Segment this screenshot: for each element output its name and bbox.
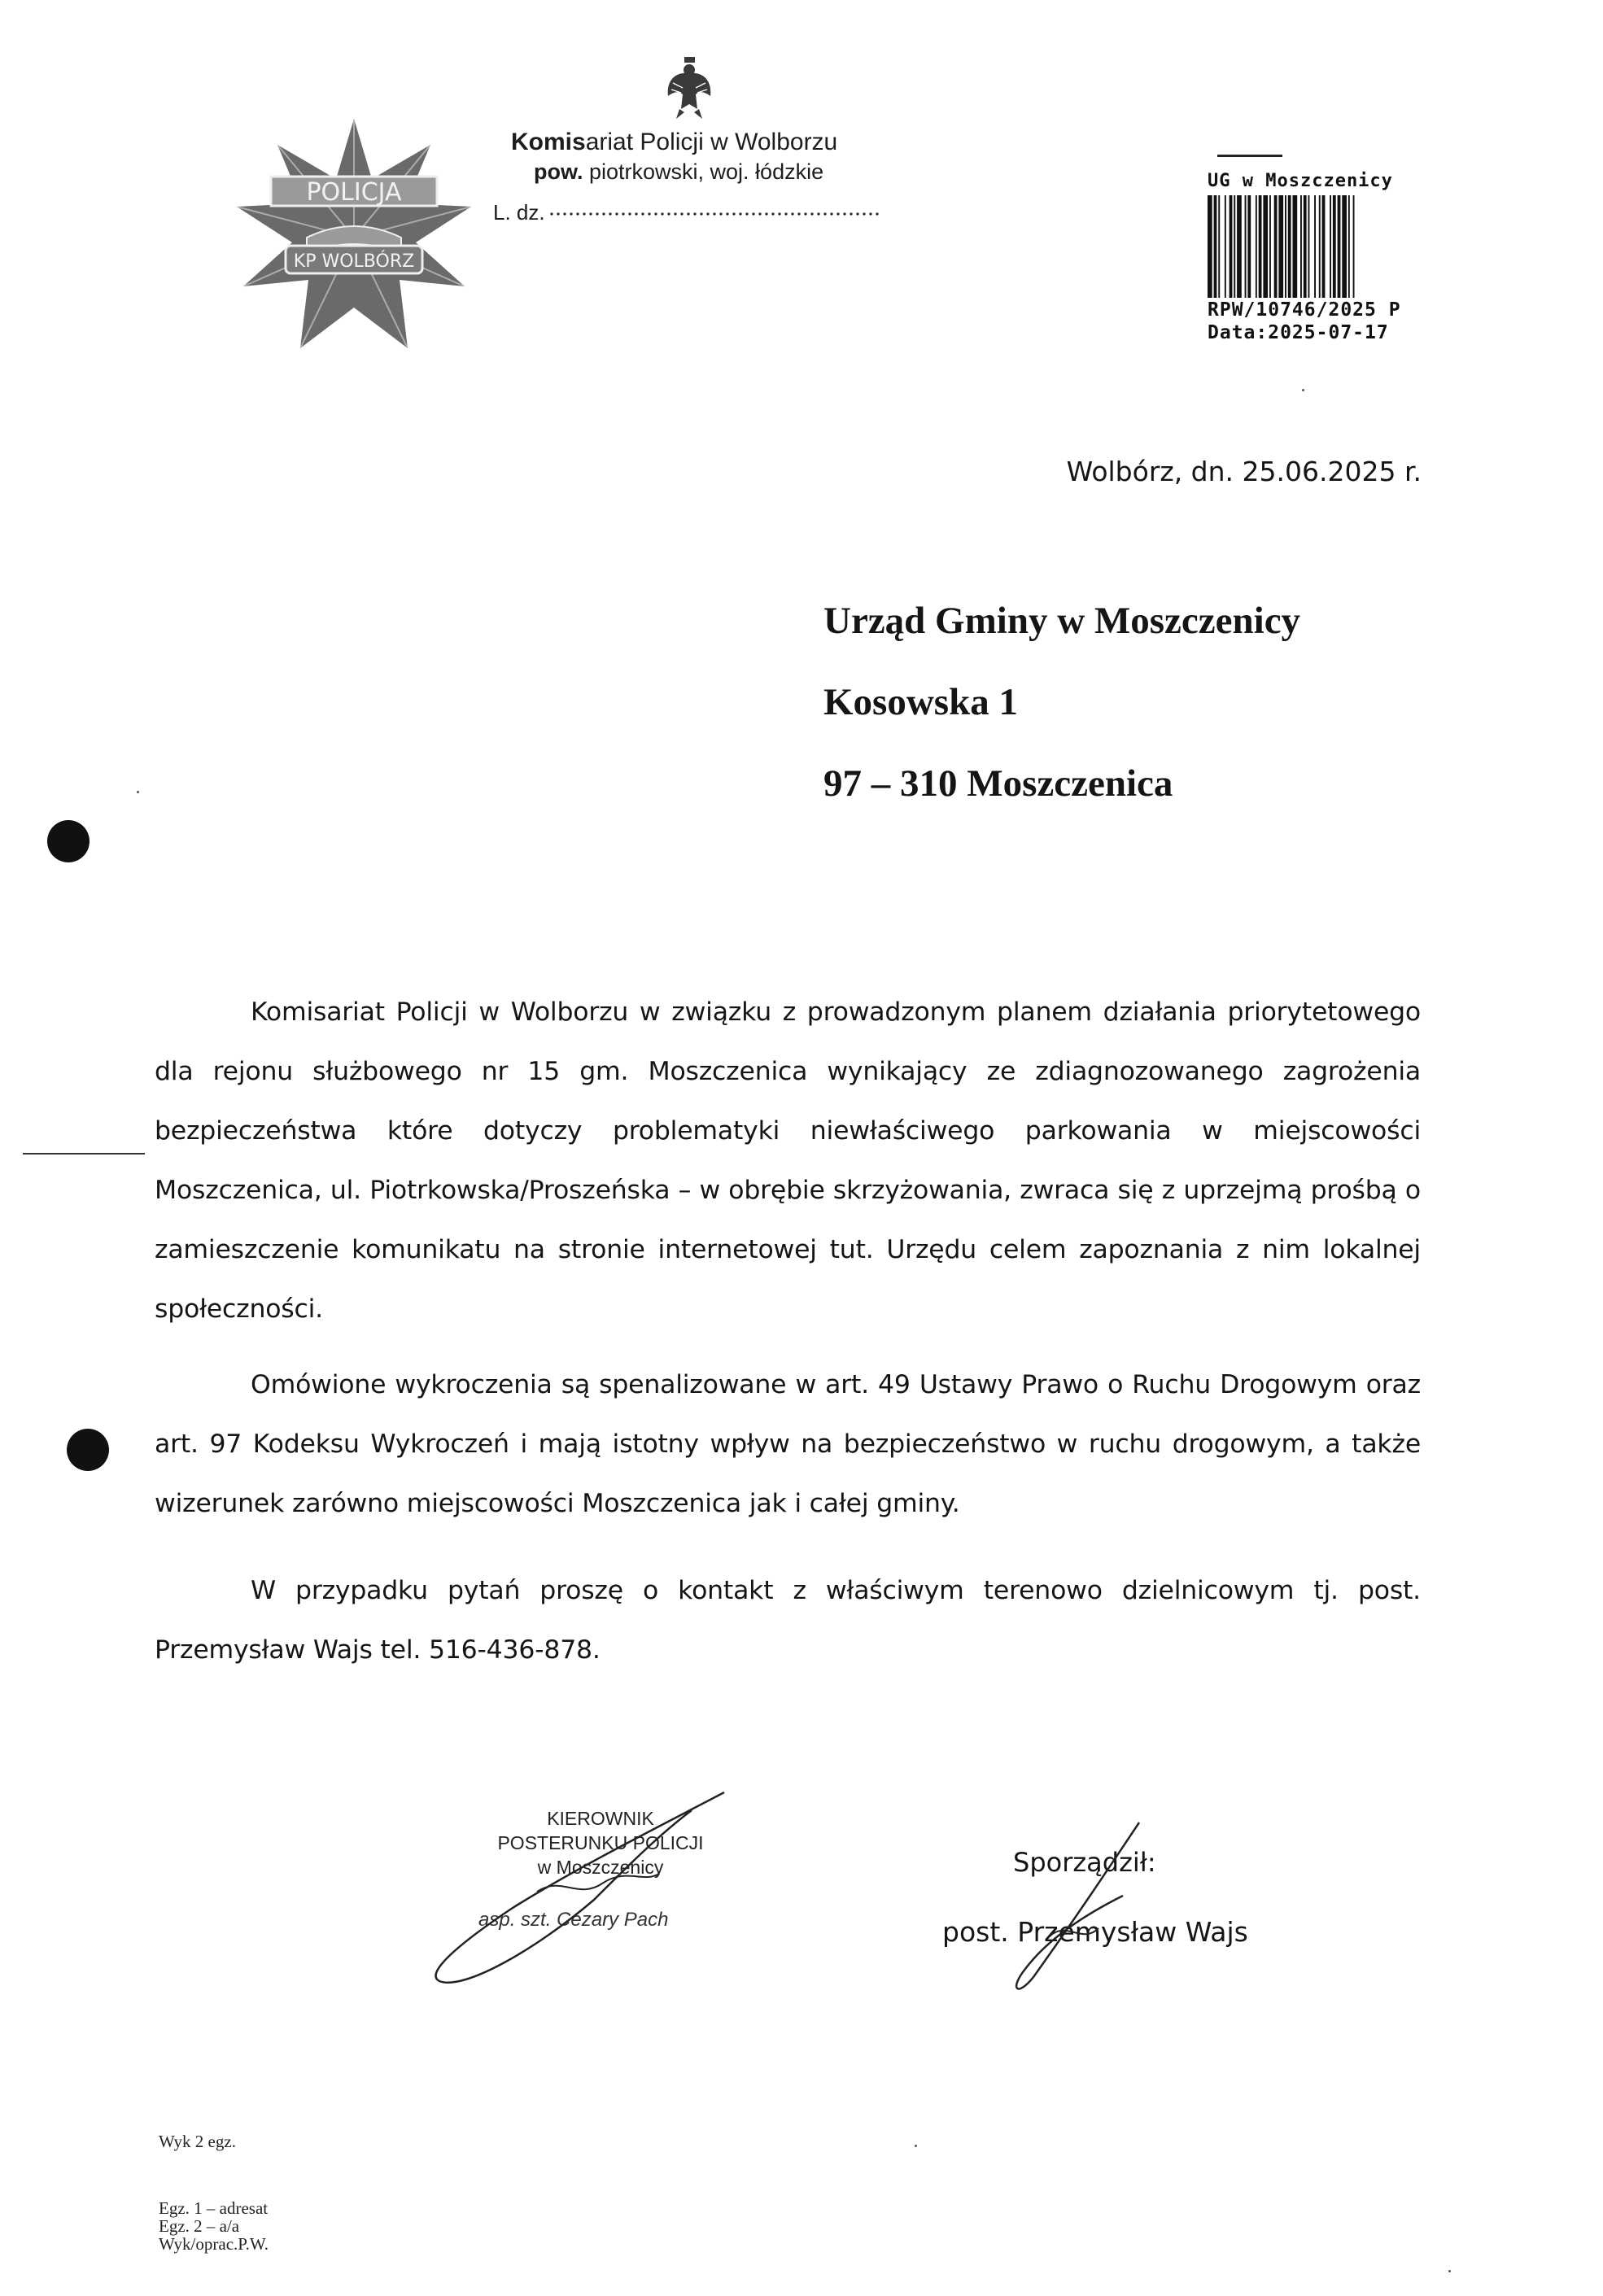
barcode-bar — [1333, 195, 1336, 298]
barcode-bar — [1322, 195, 1326, 298]
prepared-by-name: post. Przemysław Wajs — [942, 1916, 1248, 1948]
police-badge-star-icon — [232, 116, 476, 360]
body-paragraph-1: Komisariat Policji w Wolborzu w związku z prowadzonym planem działania priorytetowego dla rejonu służbowego nr 15 gm. Moszczenica wynikający ze zdiagnozowanego zagrożenia bezpieczeństwa które dotyczy problematyki niewłaściwego parkowania w miejscowości Moszczenica, ul. Piotrkowska/Proszeńska – w obrębie skrzyżowania, zwraca się z uprzejmą prośbą o zamieszczenie komunikatu na stronie internetowej tut. Urzędu celem zapoznania z nim lokalnej społeczności. — [155, 997, 1421, 1324]
stamp-registry-number: RPW/10746/2025 P — [1208, 299, 1401, 321]
police-unit-district — [534, 159, 823, 185]
commander-signature-icon — [415, 1778, 757, 1989]
barcode-bar — [1319, 195, 1321, 298]
barcode-bar — [1214, 195, 1217, 298]
badge-top-text: POLICJA — [306, 178, 402, 207]
district-rest: piotrkowski, woj. łódzkie — [583, 159, 824, 184]
barcode-bar — [1353, 195, 1355, 298]
barcode-bar — [1208, 195, 1212, 298]
recipient-name: Urząd Gminy w Moszczenicy — [823, 600, 1301, 642]
polish-eagle-emblem-icon — [663, 55, 716, 122]
copy-2-archive: Egz. 2 – a/a — [159, 2216, 240, 2236]
officer-signature-icon — [1001, 1814, 1155, 2001]
barcode-bar — [1225, 195, 1226, 298]
barcode-bar — [1348, 195, 1350, 298]
district-bold: pow. — [534, 159, 583, 184]
body-paragraph-3: W przypadku pytań proszę o kontakt z właściwym terenowo dzielnicowym tj. post. Przemysław Wajs tel. 516-436-878. — [155, 1576, 1421, 1665]
barcode-bar — [1278, 195, 1283, 298]
copy-1-recipient: Egz. 1 – adresat — [159, 2198, 269, 2218]
badge-bottom-text: KP WOLBÓRZ — [293, 251, 415, 272]
barcode-bar — [1237, 195, 1242, 298]
commander-unit: POSTERUNKU POLICJI — [497, 1832, 704, 1853]
copies-count: Wyk 2 egz. — [159, 2132, 236, 2151]
barcode-bar — [1300, 195, 1302, 298]
scan-speck — [1302, 389, 1304, 391]
barcode-bar — [1234, 195, 1235, 298]
scan-artifact-line — [23, 1153, 145, 1155]
reference-dotted-line — [548, 212, 882, 216]
punch-hole-mark — [67, 1429, 109, 1471]
police-unit-name — [511, 129, 837, 156]
registry-barcode — [1208, 195, 1414, 298]
barcode-bar — [1330, 195, 1331, 298]
scan-speck — [1448, 2270, 1451, 2272]
commander-location: w Moszczenicy — [537, 1857, 664, 1878]
stamp-date: Data:2025-07-17 — [1208, 322, 1389, 343]
prepared-initials: Wyk/oprac.P.W. — [159, 2234, 269, 2254]
barcode-bar — [1293, 195, 1298, 298]
barcode-bar — [1269, 195, 1271, 298]
unit-name-bold: Komis — [511, 129, 586, 155]
letter-date: Wolbórz, dn. 25.06.2025 r. — [1066, 456, 1422, 487]
barcode-bar — [1342, 195, 1347, 298]
body-paragraph-2: Omówione wykroczenia są spenalizowane w art. 49 Ustawy Prawo o Ruchu Drogowym oraz art. 97 Kodeksu Wykroczeń i mają istotny wpływ na bezpieczeństwo w ruchu drogowym, a także wizerunek zarówno miejscowości Moszczenica jak i całej gminy. — [155, 1370, 1421, 1518]
barcode-bar — [1338, 195, 1341, 298]
reference-label: L. dz. — [493, 200, 545, 225]
barcode-bar — [1263, 195, 1268, 298]
scan-speck — [915, 2145, 917, 2147]
barcode-bar — [1230, 195, 1233, 298]
recipient-street: Kosowska 1 — [823, 681, 1018, 723]
recipient-city: 97 – 310 Moszczenica — [823, 762, 1173, 805]
barcode-bar — [1274, 195, 1278, 298]
commander-title: KIEROWNIK — [547, 1808, 654, 1829]
scan-speck — [137, 791, 139, 793]
barcode-bar — [1285, 195, 1286, 298]
commander-name: asp. szt. Cezary Pach — [478, 1909, 669, 1931]
unit-name-rest: ariat Policji w Wolborzu — [585, 129, 838, 155]
reference-number-line — [493, 200, 882, 225]
barcode-bar — [1247, 195, 1251, 298]
barcode-bar — [1256, 195, 1257, 298]
prepared-by-label: Sporządził: — [1013, 1847, 1156, 1878]
barcode-bar — [1259, 195, 1262, 298]
barcode-bar — [1304, 195, 1307, 298]
stamp-top-rule — [1217, 155, 1282, 157]
barcode-bar — [1308, 195, 1310, 298]
stamp-organization: UG w Moszczenicy — [1208, 171, 1393, 191]
punch-hole-mark — [47, 820, 90, 862]
barcode-bar — [1245, 195, 1247, 298]
barcode-bar — [1288, 195, 1291, 298]
barcode-bar — [1314, 195, 1316, 298]
barcode-bar — [1218, 195, 1220, 298]
